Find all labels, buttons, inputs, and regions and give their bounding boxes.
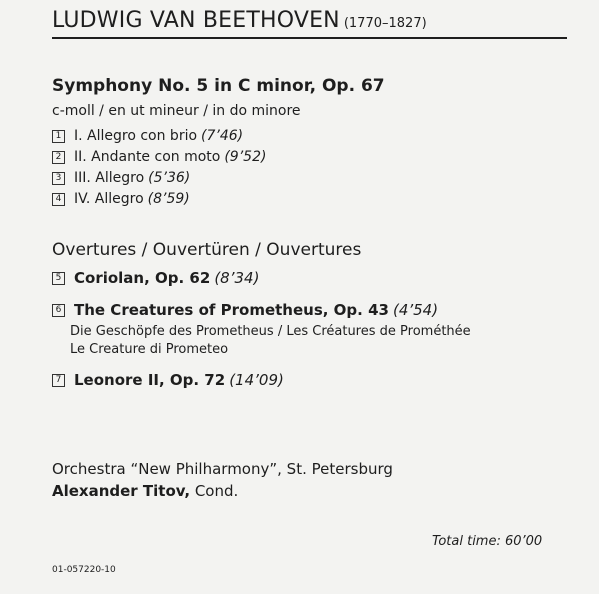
conductor-credit [52, 482, 238, 500]
track-6-translation-line-2: Le Creature di Prometeo [70, 342, 229, 357]
track-duration: (8’59) [147, 191, 190, 207]
track-2 [52, 149, 266, 165]
track-5 [52, 269, 259, 287]
track-title: The Creatures of Prometheus, Op. 43 [74, 301, 389, 319]
orchestra-credit: Orchestra “New Philharmony”, St. Petersburg [52, 460, 393, 478]
track-number: 1 [52, 130, 65, 143]
track-number: 4 [52, 193, 65, 206]
track-1 [52, 128, 243, 144]
track-duration: (9’52) [224, 149, 267, 165]
track-duration: (4’54) [392, 301, 439, 319]
track-4 [52, 191, 190, 207]
track-title: II. Andante con moto [74, 149, 221, 165]
overtures-section-title: Overtures / Ouvertüren / Ouvertures [52, 240, 362, 260]
total-time: Total time: 60’00 [432, 534, 543, 549]
track-title: III. Allegro [74, 170, 145, 186]
composer-years: (1770–1827) [343, 16, 427, 31]
track-number: 2 [52, 151, 65, 164]
composer-name: LUDWIG VAN BEETHOVEN [52, 8, 340, 33]
track-7 [52, 371, 284, 389]
track-duration: (8’34) [214, 269, 260, 287]
track-duration: (7’46) [201, 128, 244, 144]
symphony-subtitle: c-moll / en ut mineur / in do minore [52, 103, 301, 119]
track-title: Coriolan, Op. 62 [74, 269, 211, 287]
conductor-role: Cond. [194, 482, 239, 500]
track-title: IV. Allegro [74, 191, 144, 207]
track-duration: (14’09) [229, 371, 284, 389]
track-6-translation-line-1: Die Geschöpfe des Prometheus / Les Créatures de Prométhée [70, 324, 471, 339]
track-number: 3 [52, 172, 65, 185]
catalog-number: 01-057220-10 [52, 565, 116, 575]
track-title: Leonore II, Op. 72 [74, 371, 226, 389]
track-3 [52, 170, 190, 186]
track-number: 7 [52, 374, 65, 387]
track-number: 5 [52, 272, 65, 285]
track-duration: (5’36) [148, 170, 191, 186]
composer-header [52, 8, 567, 39]
track-title: I. Allegro con brio [74, 128, 198, 144]
symphony-title: Symphony No. 5 in C minor, Op. 67 [52, 76, 385, 96]
conductor-name: Alexander Titov, [52, 482, 191, 500]
track-number: 6 [52, 304, 65, 317]
track-6 [52, 301, 438, 319]
